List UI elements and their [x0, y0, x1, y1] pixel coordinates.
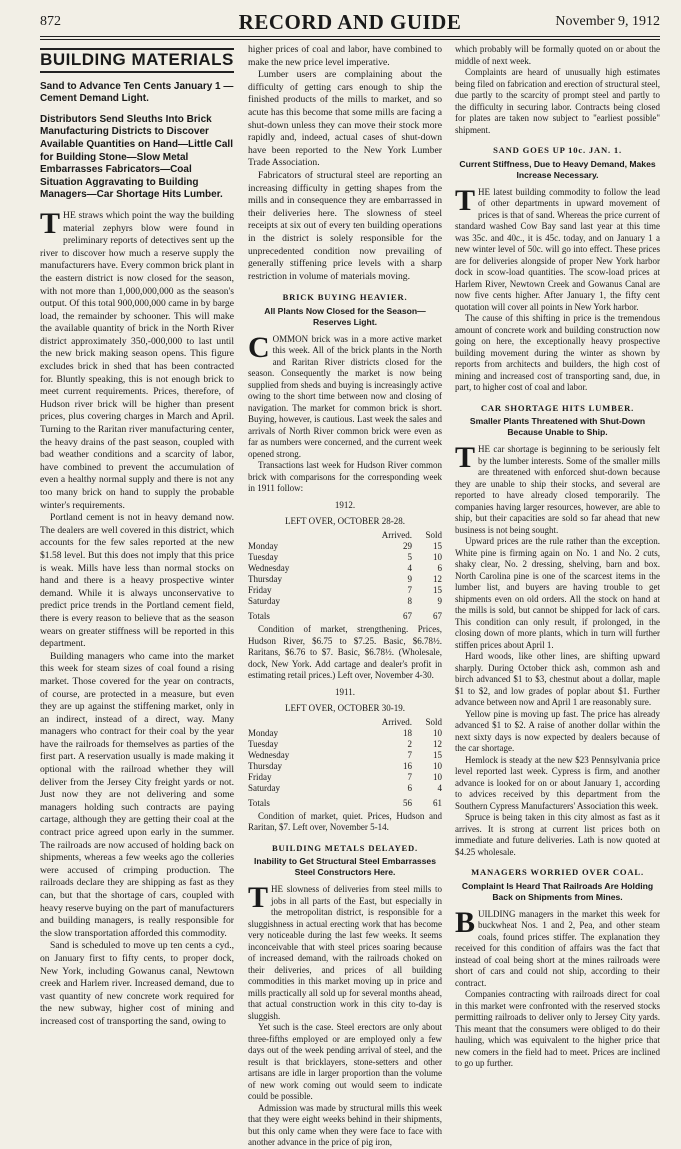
table-cell: 12 — [433, 738, 442, 749]
table-cell: 10 — [433, 771, 442, 782]
article-paragraph: Admission was made by structural mills this week that they were eight weeks behind in their shipments, but this only came when they were face to face with another advance in the price of pig iron, — [248, 1102, 442, 1148]
table-cell: Monday — [248, 541, 278, 552]
table-cell: 7 — [407, 749, 412, 760]
article-paragraph: which probably will be formally quoted on or about the middle of next week. — [455, 44, 660, 66]
article-paragraph: Fabricators of structural steel are reporting an increasing difficulty in getting shapes from the mills and in consequence they are embarrassed in their deliveries here. The slowness of steel receipts at six out of every ten building operations in the district is solely responsible for the unprecedented condition now prevailing of generally stiffening price levels with a sharp restriction in volume of materials moving. — [248, 169, 442, 282]
table-cell: 5 — [407, 552, 412, 563]
table-cell: 9 — [407, 574, 412, 585]
drop-cap: T — [455, 183, 476, 217]
article-paragraph: Spruce is being taken in this city almost as fast as it arrives. It is strong at current list prices both on immediate and future deliveries. Lath is now quoted at $4.25 wholesale. — [455, 812, 660, 857]
table-cell: 67 — [433, 611, 442, 622]
table-row — [248, 563, 442, 574]
drop-cap: T — [248, 881, 269, 915]
coal-headline: MANAGERS WORRIED OVER COAL. — [471, 867, 644, 878]
paragraph-text: HE slowness of deliveries from steel mills to jobs in all parts of the East, but especially in the metropolitan district, is responsible for a sluggishness in actual erecting work that has become very noticeable during the last few weeks. It seems inconceivable that with steel prices soaring because of increased demand, with the railroads choked on their deliveries, and prices of all building commodities in this market moving up in price and mills practically all sold up for several months ahead, that actual construction work in this city to-day is sluggish. — [248, 884, 442, 1021]
table-cell: 9 — [437, 596, 442, 607]
table-cell: 6 — [437, 563, 442, 574]
table-cell: 8 — [407, 596, 412, 607]
deck-headline-1: Sand to Advance Ten Cents January 1 —Cement Demand Light. — [40, 80, 234, 105]
car-subheadline: Smaller Plants Threatened with Shut-Down Because Unable to Ship. — [469, 416, 646, 438]
table-row — [248, 739, 442, 750]
brick-table-1911 — [248, 717, 442, 809]
publication-title: RECORD AND GUIDE — [238, 10, 462, 34]
article-paragraph: Hemlock is steady at the new $23 Pennsylvania price level reported last week. Cypress is firm, and another advance is looked for on or about January 1, according to advices received by this department from the Southern Cypress Manufacturers' Association this week. — [455, 754, 660, 811]
article-paragraph — [455, 183, 660, 314]
article-paragraph: Hard woods, like other lines, are shifting upward sharply. During October thick ash, common ash and birch advanced $1 to $3, chestnut about a dollar, maple $1 to $2, and low grades of poplar about $1. Further advance between now and April 1 are reasonably sure. — [455, 651, 660, 708]
table-cell: 56 — [403, 797, 412, 808]
drop-cap: B — [455, 905, 476, 939]
table-cell: 2 — [407, 738, 412, 749]
table-cell: 7 — [407, 771, 412, 782]
table-cell: 6 — [407, 782, 412, 793]
paragraph-text: HE car shortage is beginning to be seriously felt by the lumber interests. Some of the smaller mills are threatened with enforced shut-down because they are unable to ship their stocks, and several are reported to have already closed temporarily. The companies having larger resources, however, are able to ship, but their capacities are sold so far ahead that new business is not being sought. — [455, 444, 660, 535]
table-cell: 18 — [403, 727, 412, 738]
brick-subheadline: All Plants Now Closed for the Season— Reserves Light. — [264, 305, 426, 327]
table-header-cell: Sold — [425, 716, 442, 727]
table-row — [248, 552, 442, 563]
table-row — [248, 574, 442, 585]
table-row — [248, 541, 442, 552]
table-total-row — [248, 607, 442, 622]
table-cell: Totals — [248, 611, 270, 622]
metals-subheadline: Inability to Get Structural Steel Embarrasses Steel Constructors Here. — [254, 856, 436, 878]
table-cell: Friday — [248, 771, 272, 782]
article-paragraph — [40, 206, 234, 512]
brick-headline: BRICK BUYING HEAVIER. — [282, 292, 408, 303]
paragraph-text: UILDING managers in the market this week for buckwheat Nos. 1 and 2, Pea, and other steam coals, found prices stiffer. The explanation they received for this condition of affairs was the fact that instead of coal being short at the mines railroads were short of cars and could not ship, according to their contract. — [455, 908, 660, 988]
table-cell: 15 — [433, 749, 442, 760]
masthead-rule — [40, 36, 660, 37]
table-cell: 15 — [433, 585, 442, 596]
column-3 — [455, 44, 660, 1092]
column-1 — [40, 44, 234, 1092]
sand-headline: SAND GOES UP 10c. JAN. 1. — [493, 145, 622, 155]
table-cell: Monday — [248, 727, 278, 738]
table-cell: Tuesday — [248, 552, 279, 563]
table-cell: Totals — [248, 797, 270, 808]
table-cell: 4 — [437, 782, 442, 793]
article-paragraph: Transactions last week for Hudson River common brick with comparisons for the corresponding week in 1911 follow: — [248, 460, 442, 494]
page-number: 872 — [40, 14, 61, 29]
table-cell: Wednesday — [248, 563, 290, 574]
table-header-cell: Arrived. — [381, 530, 412, 541]
table-cell: 67 — [403, 611, 412, 622]
table-cell: 10 — [433, 727, 442, 738]
paragraph-text: HE straws which point the way the building material zephyrs blow were found in preliminary reports of detectives sent up the river to discover how much a reserve supply the manufacturers have. Every common brick plant in the eastern district is now closed for the season, with not more than 1,000,000,000 as the season's output. Of this total 900,000,000 came in by barge load, the remainder by schooner. This will make the available quantity of brick in the North River district approximately 350,-000,000 to last until the new brick making season opens. This figure excludes brick in shed that has been contracted for. Bluntly speaking, this is not enough brick to meet current requirements. Prices, therefore, of Hudson river brick will be higher than present prices, plus covering charges in March and April. Turning to the Raritan river manufacturing center, the heavy drains of the past season, coupled with bad weather conditions and a scarcity of labor, have combined to prevent the accumulation of even a healthy normal supply and there is not any too many brick on hand to supply the probable winter's requirements. — [40, 209, 234, 511]
paragraph-text: OMMON brick was in a more active market this week. All of the brick plants in the North and Raritan River districts closed for the season. Consequently the market is now being supplied from sheds and buying is increasingly active owing to the short time between now and closing of navigation. The market for common brick is short. Buying, however, is cautious. Last week the sales and arrivals of North River common brick were even as far as numbers were concerned, and the current week opened strong. — [248, 333, 442, 459]
table-cell: Saturday — [248, 596, 280, 607]
sand-subheadline: Current Stiffness, Due to Heavy Demand, Makes Increase Necessary. — [459, 158, 656, 180]
table-header-row — [248, 717, 442, 728]
table-title: LEFT OVER, OCTOBER 28-28. — [285, 516, 405, 527]
table-cell: Wednesday — [248, 749, 290, 760]
table-row — [248, 750, 442, 761]
table-header-cell: Sold — [425, 530, 442, 541]
paragraph-text: HE latest building commodity to follow the lead of other departments in upward movement of prices is that of sand. Whereas the price current of standard washed Cow Bay sand last year at this time was 35c. and 40c., it is 45c. today, and on January 1 a new winter level of 50c. will go into effect. These prices are for deliveries alongside of proper New York harbor dock in scow-load quantities. The scow-load prices at Harlem River, Newtown Creek and Gowanus Canal are now five cents higher. After January 1, the fifty cent quotation will cover all points in New York harbor. — [455, 186, 660, 312]
drop-cap: T — [40, 206, 61, 240]
table-row — [248, 596, 442, 607]
table-row — [248, 728, 442, 739]
article-paragraph — [455, 441, 660, 536]
table-cell: Thursday — [248, 760, 282, 771]
table-note: Condition of market, quiet. Prices, Hudson and Raritan, $7. Left over, November 5-14. — [248, 810, 442, 833]
article-paragraph: Building managers who came into the market this week for steam sizes of coal found a rising market. Those covered for the year on contracts, of course, are protected in a measure, but even they are up against the stiffening market, only in an indirect, instead of a direct, way. Many managers who contract for their coal by the year have the railroads for themselves as parties of the first part. A reservation usually is made making it optional with the railroad whether they will deliver from the Jersey City freight yards or not. Just now they are not delivering and some managers holding such contracts are paying cartage, although they are getting their coal at the contract price agreed upon early in the summer. The railroads are now accused of holding back on shipments, whereas a few weeks ago the colleries were accused of crimping production. The railroads declare they are shipping as fast as they can, but that the shortage of cars, coupled with heavy reserve buying on the part of manufacturers and building managers, is really responsible for the slow transportation afforded this commodity. — [40, 650, 234, 939]
table-row — [248, 585, 442, 596]
table-cell: 7 — [407, 585, 412, 596]
article-paragraph: The cause of this shifting in price is the tremendous amount of concrete work and building construction now going on here, the exceptionally heavy prospective building movement during the winter as shown by reports from architects and builders, the high cost of mining and increased cost of transporting sand, due, in part, to higher cost of coal and labor. — [455, 313, 660, 393]
table-cell: Saturday — [248, 782, 280, 793]
article-paragraph: Yet such is the case. Steel erectors are only about three-fifths employed or are employed only a few days out of the week pending arrival of steel, and the result is that bricklayers, stone-setters and other artisans are idle in larger proportion than the volume of new work coming out would seem to indicate could be possible. — [248, 1022, 442, 1102]
table-cell: 12 — [433, 574, 442, 585]
article-paragraph — [455, 905, 660, 990]
article-paragraph — [248, 881, 442, 1022]
drop-cap: T — [455, 441, 476, 475]
brick-table-1912 — [248, 530, 442, 622]
table-row — [248, 783, 442, 794]
table-cell: Thursday — [248, 574, 282, 585]
table-year: 1911. — [335, 686, 355, 697]
table-header-cell: Arrived. — [381, 716, 412, 727]
table-header-cell — [248, 530, 352, 541]
table-cell: 29 — [403, 541, 412, 552]
table-header-cell — [248, 717, 352, 728]
table-cell: 10 — [433, 760, 442, 771]
table-title: LEFT OVER, OCTOBER 30-19. — [285, 703, 405, 714]
table-total-row — [248, 794, 442, 809]
table-cell: 16 — [403, 760, 412, 771]
issue-date: November 9, 1912 — [555, 14, 660, 29]
article-paragraph: Sand is scheduled to move up ten cents a cyd., on January first to fifty cents, to proper dock, New York, including Gowanus canal, Newtown creek and Harlem river. Increased demand, due to vast quantity of new concrete work required for the new subway, higher cost of mining and increased cost of transporting the sand, owing to — [40, 940, 234, 1027]
coal-subheadline: Complaint Is Heard That Railroads Are Holding Back on Shipments from Mines. — [461, 880, 654, 902]
table-cell: 61 — [433, 797, 442, 808]
table-cell: 4 — [407, 563, 412, 574]
table-year: 1912. — [334, 499, 356, 510]
column-2 — [248, 44, 442, 1148]
article-paragraph: Upward prices are the rule rather than the exception. White pine is firming again on No. 1 and No. 2 cuts, shaky clear, No. 2 dressing, shelving, barn and box. North Carolina pine is one of the scarcest items in the lumber list, and buyers are having trouble to get shipments even on old orders. All the stock on hand at the mills is sold, but cannot be shipped for lack of cars. This condition can only result, if prolonged, in the closing down of more plants, which in turn will further stiffen prices about April 1. — [455, 536, 660, 650]
article-paragraph: Lumber users are complaining about the difficulty of getting cars enough to ship the finished products of the mills to market, and so acute has this become that some mills are facing a shut-down unless they can move their stock more rapidly and, indeed, actual cases of shut-down have been reported to the New York Lumber Trade Association. — [248, 69, 442, 169]
article-paragraph: higher prices of coal and labor, have combined to make the new price level imperative. — [248, 44, 442, 68]
car-headline: CAR SHORTAGE HITS LUMBER. — [480, 402, 635, 413]
table-cell: Tuesday — [248, 738, 279, 749]
masthead — [40, 10, 660, 34]
table-cell: 15 — [433, 541, 442, 552]
drop-cap: C — [248, 330, 270, 364]
masthead-rule-2 — [40, 39, 660, 40]
deck-headline-2: Distributors Send Sleuths Into Brick Manufacturing Districts to Discover Available Quantities on Hand—Little Call for Building Stone—Slow Metal Embarrasses Fabricators—Coal Situation Aggravating to Building Managers—Car Shortage Hits Lumber. — [40, 113, 233, 201]
article-paragraph — [248, 330, 442, 461]
table-cell: 10 — [433, 552, 442, 563]
metals-headline: BUILDING METALS DELAYED. — [272, 842, 418, 853]
table-header-row — [248, 530, 442, 541]
article-paragraph: Companies contracting with railroads direct for coal in this market were confronted with the reserved stocks permitting railroads to deliver only to Jersey City yards. This meant that the consumers were obliged to do their hauling, which was equivalent to the higher price that new comers in the field had to meet. Prices are inclined to go up further. — [455, 989, 660, 1069]
article-paragraph: Yellow pine is moving up fast. The price has already advanced $1 to $2. A raise of another dollar within the next sixty days is now expected by dealers because of the car shortage. — [455, 708, 660, 754]
section-title: BUILDING MATERIALS — [40, 48, 234, 73]
article-paragraph: Complaints are heard of unusually high estimates being filed on fabrication and erection of structural steel, due partly to the scarcity of prompt steel and partly to the difficulty in securing labor. Contracts being closed for plates are taken now subject to "earliest possible" shipment. — [455, 67, 660, 135]
article-paragraph: Portland cement is not in heavy demand now. The dealers are well covered in this district, which accounts for the few sales reported at the new $1.58 level. But this does not imply that this price is weak. Mills have less than normal stocks on hand and there is a heavy prospective winter demand. While it is always unconservative to predict price trends in the Portland cement field, there is every reason to believe that as the season wears on greater stiffness will be reported in this department. — [40, 512, 234, 650]
table-note: Condition of market, strengthening. Prices, Hudson River, $6.75 to $7.25. Basic, $6.78½. Raritans, $6.76 to $7. Basic, $6.78½. (Wholesale, dock, New York. Add cartage and dealer's profit in estimating retail prices.) Left over, November 4-30. — [248, 624, 442, 681]
table-row — [248, 761, 442, 772]
table-cell: Friday — [248, 585, 272, 596]
table-row — [248, 772, 442, 783]
